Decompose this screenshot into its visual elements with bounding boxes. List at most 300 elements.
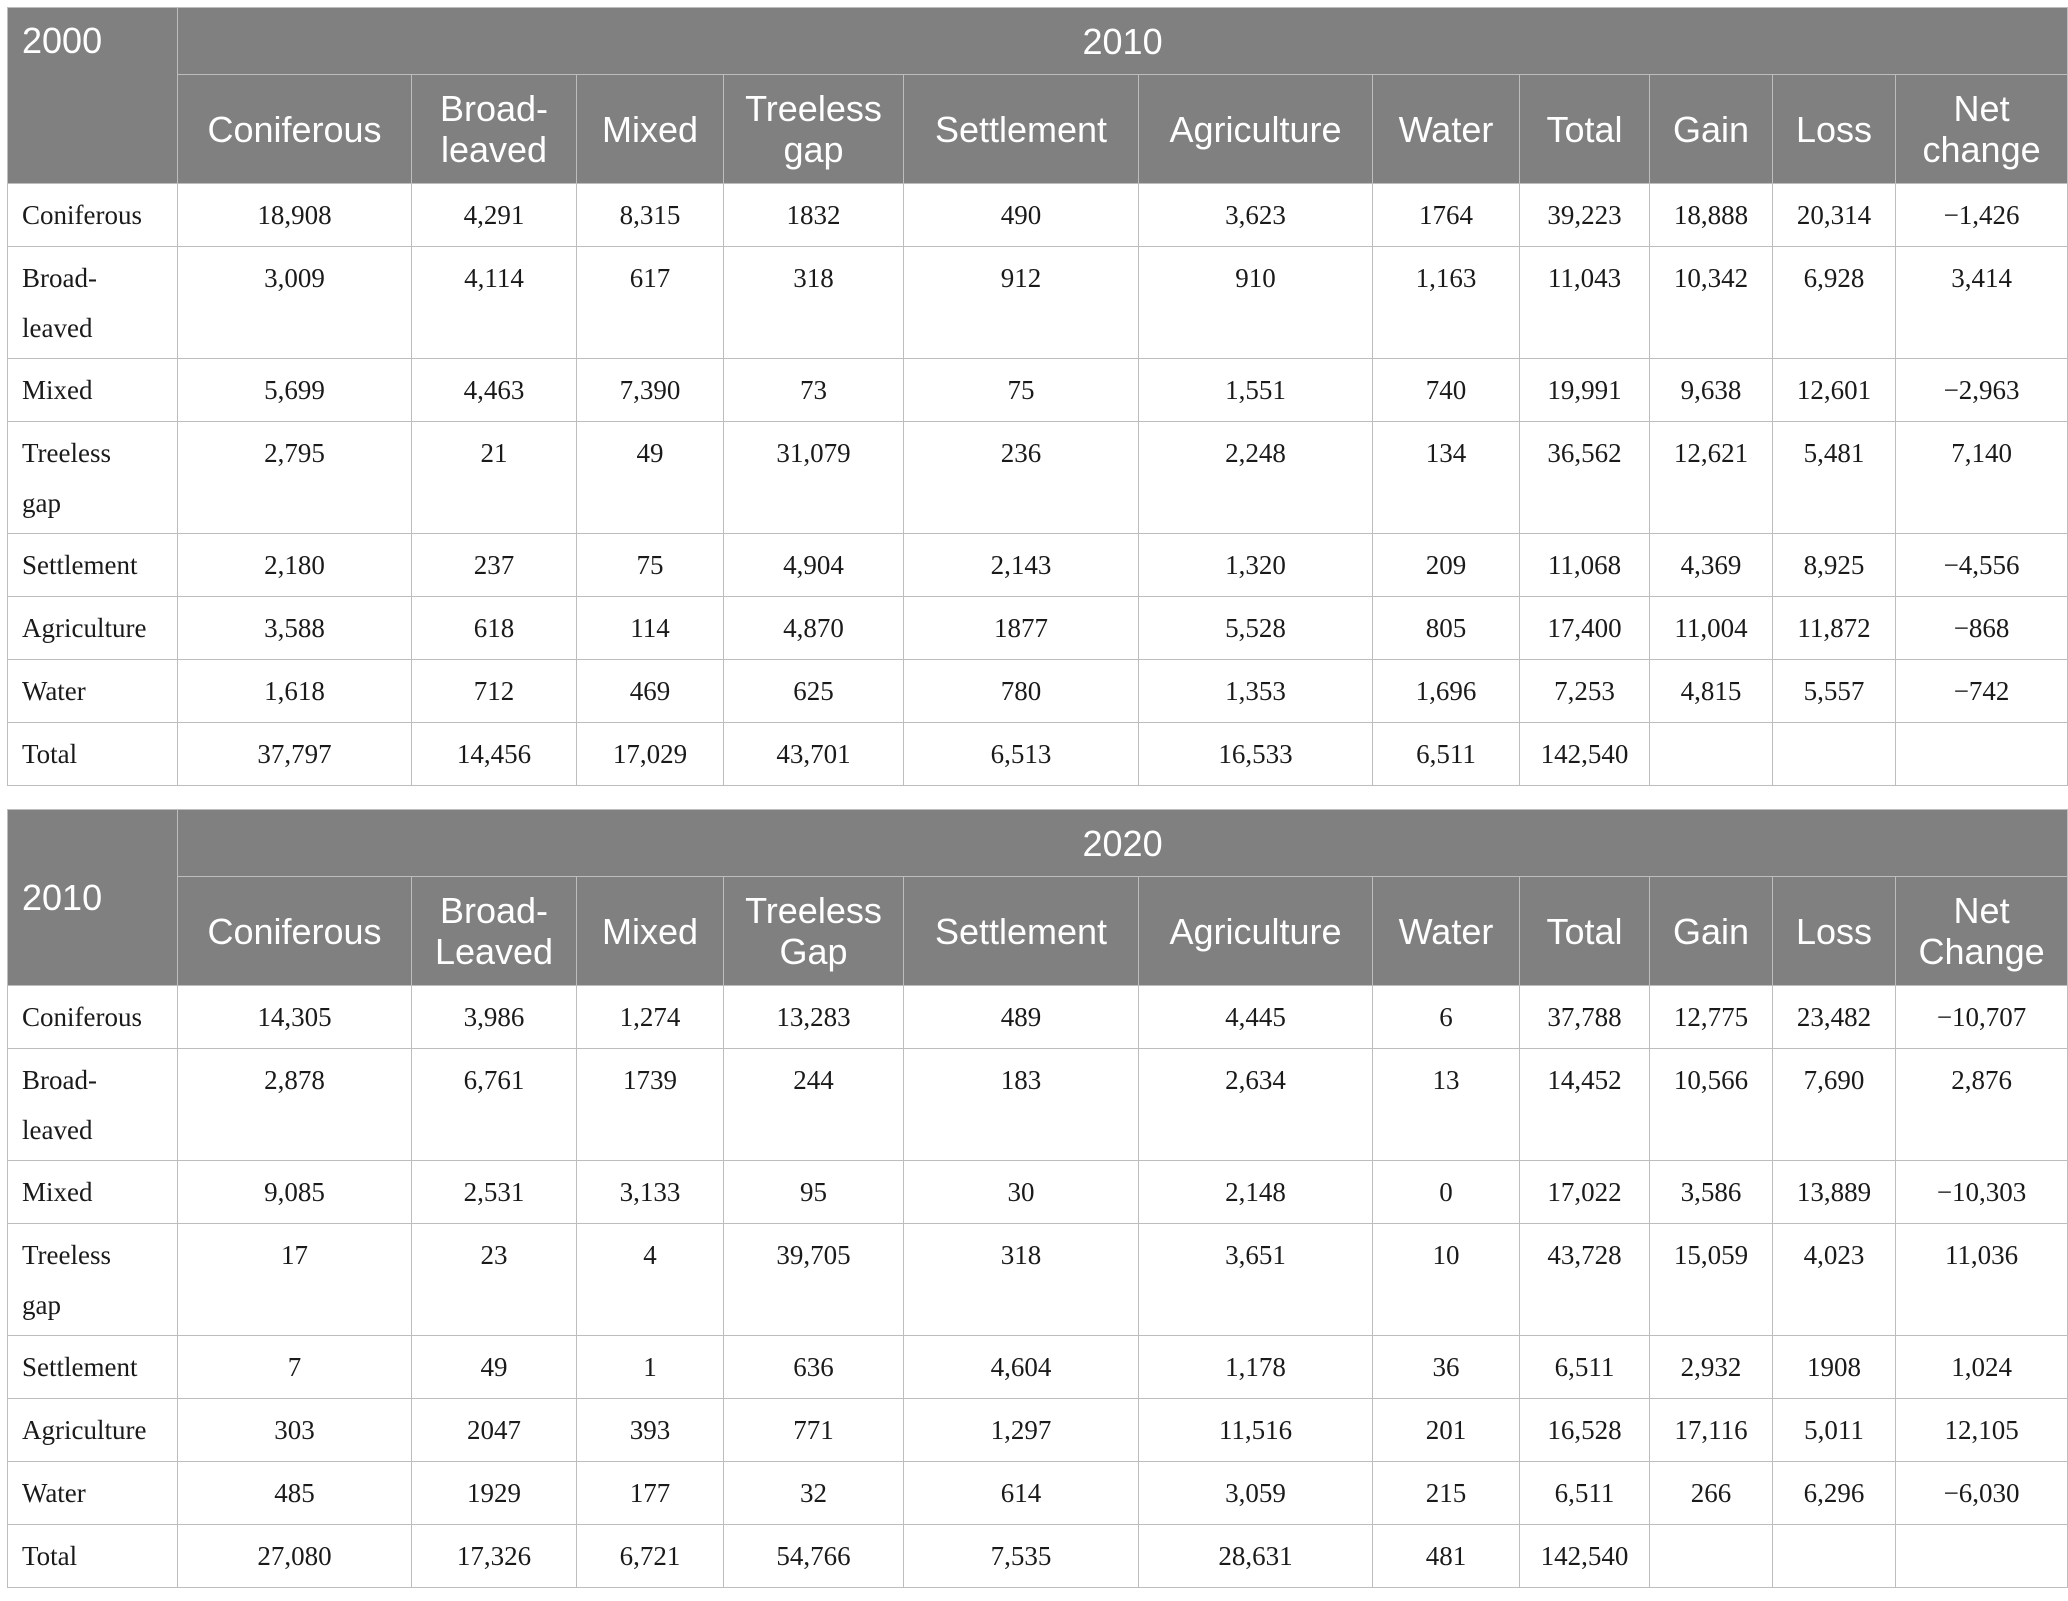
table-cell (577, 534, 724, 597)
table-cell (1773, 1161, 1896, 1224)
table-cell (1896, 1161, 2068, 1224)
table-cell (1520, 1161, 1650, 1224)
cell-value: 2,634 (1225, 1065, 1286, 1095)
cell-value: 393 (629, 1415, 671, 1445)
cell-value: 10,566 (1673, 1065, 1749, 1095)
cell-value: 11,068 (1547, 550, 1622, 580)
table-cell (577, 247, 724, 359)
table-cell (724, 1336, 904, 1399)
cell-value: 771 (793, 1415, 834, 1445)
cell-value: 614 (1000, 1478, 1042, 1508)
cell-value: 11,043 (1547, 263, 1622, 293)
cell-value: 910 (1235, 263, 1276, 293)
cell-value: 3,414 (1951, 263, 2012, 293)
cell-value: 1,178 (1225, 1352, 1286, 1382)
cell-value: 6,296 (1803, 1478, 1865, 1508)
cell-value: 36 (1432, 1352, 1460, 1382)
cell-value: 4,291 (463, 200, 525, 230)
row-label (8, 534, 178, 597)
row-label (8, 1336, 178, 1399)
table-cell (1373, 1161, 1520, 1224)
cell-value: 16,528 (1547, 1415, 1622, 1445)
cell-value: 215 (1425, 1478, 1467, 1508)
cell-value: 4,114 (464, 263, 524, 293)
table-cell (412, 1525, 577, 1588)
cell-value: 7,690 (1803, 1065, 1865, 1095)
cell-value: 805 (1425, 613, 1467, 643)
table-row (8, 184, 2068, 247)
table-cell (724, 1049, 904, 1161)
table-cell (178, 597, 412, 660)
cell-value: 2047 (467, 1415, 521, 1445)
table-cell (1373, 723, 1520, 786)
cell-value: 2,148 (1225, 1177, 1286, 1207)
table-cell (1773, 534, 1896, 597)
column-header-water: Water (1373, 877, 1520, 986)
period-year-header: 2010 (178, 8, 2068, 75)
table-cell (577, 1161, 724, 1224)
table-cell (412, 1224, 577, 1336)
row-label-text: Coniferous (22, 200, 142, 230)
cell-value: 1,274 (619, 1002, 681, 1032)
cell-value: 5,528 (1225, 613, 1286, 643)
cell-value: 11,516 (1218, 1415, 1293, 1445)
table-cell (178, 1336, 412, 1399)
cell-value: 469 (629, 676, 671, 706)
table-cell (1773, 359, 1896, 422)
cell-value: −6,030 (1943, 1478, 2020, 1508)
table-cell (577, 359, 724, 422)
cell-value: 5,011 (1804, 1415, 1864, 1445)
cell-value: −1,426 (1943, 200, 2020, 230)
table-cell (577, 1462, 724, 1525)
table-cell (1773, 1049, 1896, 1161)
cell-value: 54,766 (776, 1541, 851, 1571)
cell-value: 19,991 (1547, 375, 1622, 405)
column-header-settlement: Settlement (904, 75, 1139, 184)
cell-value: 31,079 (776, 438, 851, 468)
table-cell (178, 986, 412, 1049)
cell-value: 636 (793, 1352, 834, 1382)
column-header-agriculture: Agriculture (1139, 877, 1373, 986)
table-cell (1373, 597, 1520, 660)
cell-value: 7,390 (619, 375, 681, 405)
table-cell (724, 184, 904, 247)
table-cell (412, 1462, 577, 1525)
table-cell (724, 1462, 904, 1525)
cell-value: 17,029 (612, 739, 688, 769)
table-cell (1139, 986, 1373, 1049)
row-label (8, 1525, 178, 1588)
cell-value: 142,540 (1540, 1541, 1629, 1571)
cell-value (1650, 723, 1772, 738)
cell-value: 9,638 (1680, 375, 1742, 405)
row-label (8, 986, 178, 1049)
cell-value: 6,928 (1803, 263, 1865, 293)
cell-value: 4,604 (990, 1352, 1052, 1382)
cell-value: 75 (1007, 375, 1035, 405)
table-cell (412, 184, 577, 247)
row-label-text: Water (22, 1478, 86, 1508)
table-cell (412, 422, 577, 534)
cell-value: 14,305 (257, 1002, 332, 1032)
table-cell (1773, 247, 1896, 359)
cell-value: 625 (793, 676, 834, 706)
table-cell (577, 597, 724, 660)
row-label (8, 723, 178, 786)
table-cell (1373, 247, 1520, 359)
table-cell (1650, 1525, 1773, 1588)
table-row (8, 247, 2068, 359)
table-cell (577, 1049, 724, 1161)
cell-value: 16,533 (1218, 739, 1293, 769)
table-cell (1650, 986, 1773, 1049)
cell-value: 3,133 (619, 1177, 681, 1207)
table-cell (724, 247, 904, 359)
table-cell (1773, 660, 1896, 723)
table-cell (1896, 247, 2068, 359)
table-cell (577, 1525, 724, 1588)
row-label (8, 1224, 178, 1336)
cell-value: 10,342 (1673, 263, 1749, 293)
table-cell (1896, 1399, 2068, 1462)
cell-value: 7,535 (990, 1541, 1052, 1571)
table-cell (178, 1462, 412, 1525)
table-cell (1896, 422, 2068, 534)
table-cell (412, 1161, 577, 1224)
column-header-settlement: Settlement (904, 877, 1139, 986)
table-cell (412, 534, 577, 597)
table-cell (412, 359, 577, 422)
cell-value: 183 (1000, 1065, 1042, 1095)
cell-value: 780 (1000, 676, 1042, 706)
period-year-header: 2020 (178, 810, 2068, 877)
cell-value: 4,369 (1680, 550, 1742, 580)
cell-value: 236 (1000, 438, 1042, 468)
column-header-treeless-gap: Treeless Gap (724, 877, 904, 986)
table-cell (1520, 1336, 1650, 1399)
table-cell (577, 1399, 724, 1462)
cell-value: 4,870 (783, 613, 844, 643)
table-cell (724, 534, 904, 597)
table-cell (1896, 1462, 2068, 1525)
cell-value: 17,326 (456, 1541, 532, 1571)
column-header-total: Total (1520, 877, 1650, 986)
row-label (8, 184, 178, 247)
table-cell (1139, 1399, 1373, 1462)
table-cell (904, 597, 1139, 660)
cell-value: 1,618 (264, 676, 325, 706)
table-row (8, 422, 2068, 534)
table-cell (1773, 1525, 1896, 1588)
column-header-treeless-gap: Treeless gap (724, 75, 904, 184)
cell-value: 712 (473, 676, 515, 706)
table-row (8, 1224, 2068, 1336)
table-cell (1650, 1049, 1773, 1161)
table-cell (1650, 660, 1773, 723)
cell-value: 23 (480, 1240, 508, 1270)
cell-value: 1,696 (1415, 676, 1477, 706)
table-cell (1373, 1224, 1520, 1336)
cell-value: 244 (793, 1065, 834, 1095)
table-cell (1773, 986, 1896, 1049)
cell-value: 1 (643, 1352, 657, 1382)
table-cell (1773, 1462, 1896, 1525)
column-header-loss: Loss (1773, 877, 1896, 986)
row-label-text: Treeless gap (22, 438, 112, 518)
cell-value: 1764 (1419, 200, 1473, 230)
cell-value: 3,586 (1680, 1177, 1742, 1207)
cell-value: −742 (1953, 676, 2010, 706)
table-cell (178, 184, 412, 247)
cell-value: 490 (1000, 200, 1042, 230)
table-cell (178, 1161, 412, 1224)
corner-year-header: 2010 (8, 810, 178, 986)
table-cell (1650, 534, 1773, 597)
table-cell (1650, 1399, 1773, 1462)
table-cell (904, 1336, 1139, 1399)
cell-value: −2,963 (1943, 375, 2020, 405)
cell-value: 43,728 (1547, 1240, 1622, 1270)
cell-value: 1832 (786, 200, 841, 230)
cell-value: 11,872 (1797, 613, 1871, 643)
table-cell (412, 723, 577, 786)
table-cell (724, 660, 904, 723)
table-cell (1373, 660, 1520, 723)
table-cell (1520, 422, 1650, 534)
row-label-text: Water (22, 676, 86, 706)
table-row (8, 660, 2068, 723)
cell-value: 6,511 (1554, 1352, 1615, 1382)
table-row (8, 986, 2068, 1049)
table-cell (1650, 597, 1773, 660)
cell-value: 32 (800, 1478, 827, 1508)
column-header-agriculture: Agriculture (1139, 75, 1373, 184)
table-cell (1520, 1462, 1650, 1525)
cell-value: 318 (1000, 1240, 1042, 1270)
table-cell (904, 1525, 1139, 1588)
table-row (8, 1161, 2068, 1224)
cell-value: 37,788 (1547, 1002, 1622, 1032)
table-cell (1520, 534, 1650, 597)
table-cell (1139, 1462, 1373, 1525)
cell-value: 318 (793, 263, 834, 293)
column-header-net-change: Net change (1896, 75, 2068, 184)
table-cell (1520, 1525, 1650, 1588)
cell-value: 4,445 (1225, 1002, 1286, 1032)
table-cell (1520, 723, 1650, 786)
table-cell (1896, 359, 2068, 422)
table-cell (1520, 1399, 1650, 1462)
cell-value: 1908 (1807, 1352, 1861, 1382)
table-cell (904, 534, 1139, 597)
table-cell (904, 660, 1139, 723)
table-cell (577, 723, 724, 786)
cell-value: 209 (1425, 550, 1467, 580)
table-cell (1896, 1525, 2068, 1588)
cell-value: 618 (473, 613, 515, 643)
cell-value: 6,511 (1554, 1478, 1615, 1508)
table-cell (1896, 597, 2068, 660)
cell-value: 15,059 (1673, 1240, 1749, 1270)
cell-value: −868 (1953, 613, 2010, 643)
cell-value: 17,022 (1547, 1177, 1622, 1207)
table-cell (1373, 1462, 1520, 1525)
table-cell (412, 597, 577, 660)
cell-value: 6,721 (619, 1541, 681, 1571)
cell-value: 18,888 (1673, 200, 1749, 230)
cell-value: 2,143 (990, 550, 1052, 580)
cell-value: 4,463 (463, 375, 525, 405)
row-label-text: Broad- leaved (22, 263, 97, 343)
column-header-broad-leaved: Broad- leaved (412, 75, 577, 184)
cell-value: 4,904 (783, 550, 844, 580)
table-cell (724, 1399, 904, 1462)
table-cell (724, 723, 904, 786)
cell-value: 3,986 (463, 1002, 525, 1032)
cell-value: 1,353 (1225, 676, 1286, 706)
table-cell (1520, 359, 1650, 422)
table-cell (1896, 184, 2068, 247)
table-cell (577, 1336, 724, 1399)
table-cell (1773, 184, 1896, 247)
table-cell (1139, 723, 1373, 786)
table-cell (1139, 359, 1373, 422)
cell-value: 2,795 (264, 438, 325, 468)
cell-value (1896, 1525, 2067, 1540)
cell-value: 2,878 (264, 1065, 325, 1095)
data-table (7, 7, 2068, 786)
table-cell (904, 247, 1139, 359)
row-label-text: Total (22, 739, 78, 769)
table-cell (1896, 1049, 2068, 1161)
cell-value: 134 (1425, 438, 1467, 468)
table-cell (1896, 986, 2068, 1049)
cell-value: 303 (274, 1415, 315, 1445)
transition-table-2000-2010 (7, 7, 2067, 786)
table-cell (1139, 1525, 1373, 1588)
cell-value: −10,707 (1936, 1002, 2027, 1032)
table-cell (178, 660, 412, 723)
cell-value: 0 (1439, 1177, 1453, 1207)
table-row (8, 1399, 2068, 1462)
table-cell (178, 1224, 412, 1336)
cell-value: 23,482 (1796, 1002, 1872, 1032)
cell-value: 1,163 (1415, 263, 1477, 293)
cell-value: 617 (629, 263, 671, 293)
row-label-text: Total (22, 1541, 78, 1571)
cell-value (1773, 723, 1895, 738)
table-cell (178, 723, 412, 786)
cell-value: 5,699 (264, 375, 325, 405)
cell-value: 21 (480, 438, 508, 468)
cell-value: 49 (636, 438, 664, 468)
row-label-text: Treeless gap (22, 1240, 112, 1320)
table-cell (1139, 247, 1373, 359)
table-cell (1139, 422, 1373, 534)
table-cell (178, 1049, 412, 1161)
table-cell (1896, 534, 2068, 597)
cell-value: 6,511 (1416, 739, 1476, 769)
row-label-text: Settlement (22, 550, 138, 580)
cell-value: 37,797 (257, 739, 332, 769)
cell-value: 39,705 (776, 1240, 851, 1270)
table-cell (1139, 1336, 1373, 1399)
column-header-water: Water (1373, 75, 1520, 184)
table-cell (412, 1049, 577, 1161)
cell-value: 3,623 (1225, 200, 1286, 230)
table-cell (1520, 184, 1650, 247)
row-label (8, 597, 178, 660)
cell-value: 30 (1007, 1177, 1035, 1207)
table-cell (577, 422, 724, 534)
column-header-mixed: Mixed (577, 75, 724, 184)
table-cell (1520, 1224, 1650, 1336)
table-row (8, 1049, 2068, 1161)
cell-value: 3,651 (1225, 1240, 1286, 1270)
cell-value: 4 (643, 1240, 657, 1270)
table-row (8, 1336, 2068, 1399)
cell-value: −10,303 (1936, 1177, 2027, 1207)
table-cell (577, 184, 724, 247)
table-cell (724, 422, 904, 534)
cell-value: 485 (274, 1478, 315, 1508)
cell-value: 13 (1432, 1065, 1460, 1095)
row-label-text: Mixed (22, 1177, 93, 1207)
table-cell (178, 534, 412, 597)
cell-value: 11,004 (1674, 613, 1748, 643)
table-cell (904, 1462, 1139, 1525)
cell-value: 8,925 (1803, 550, 1865, 580)
row-label (8, 1462, 178, 1525)
table-cell (1520, 597, 1650, 660)
table-cell (904, 359, 1139, 422)
table-cell (1650, 184, 1773, 247)
cell-value: 3,588 (264, 613, 325, 643)
table-row (8, 1525, 2068, 1588)
cell-value: 7,140 (1951, 438, 2012, 468)
table-cell (1139, 1049, 1373, 1161)
table-cell (904, 1161, 1139, 1224)
cell-value: 177 (629, 1478, 671, 1508)
cell-value: 912 (1000, 263, 1042, 293)
cell-value: 39,223 (1547, 200, 1622, 230)
column-header-coniferous: Coniferous (178, 75, 412, 184)
row-label (8, 247, 178, 359)
table-cell (1773, 1224, 1896, 1336)
table-cell (904, 1224, 1139, 1336)
table-cell (412, 1336, 577, 1399)
cell-value: 14,452 (1547, 1065, 1622, 1095)
row-label-text: Agriculture (22, 613, 147, 643)
table-cell (1650, 359, 1773, 422)
column-header-total: Total (1520, 75, 1650, 184)
table-cell (1650, 1161, 1773, 1224)
table-row (8, 723, 2068, 786)
table-cell (1896, 723, 2068, 786)
table-cell (577, 660, 724, 723)
cell-value: 10 (1432, 1240, 1460, 1270)
cell-value: 5,557 (1803, 676, 1865, 706)
table-cell (178, 422, 412, 534)
cell-value: 237 (473, 550, 515, 580)
cell-value: 13,889 (1796, 1177, 1872, 1207)
column-header-gain: Gain (1650, 75, 1773, 184)
table-cell (1650, 1336, 1773, 1399)
table-cell (412, 986, 577, 1049)
table-cell (178, 359, 412, 422)
table-cell (1896, 660, 2068, 723)
